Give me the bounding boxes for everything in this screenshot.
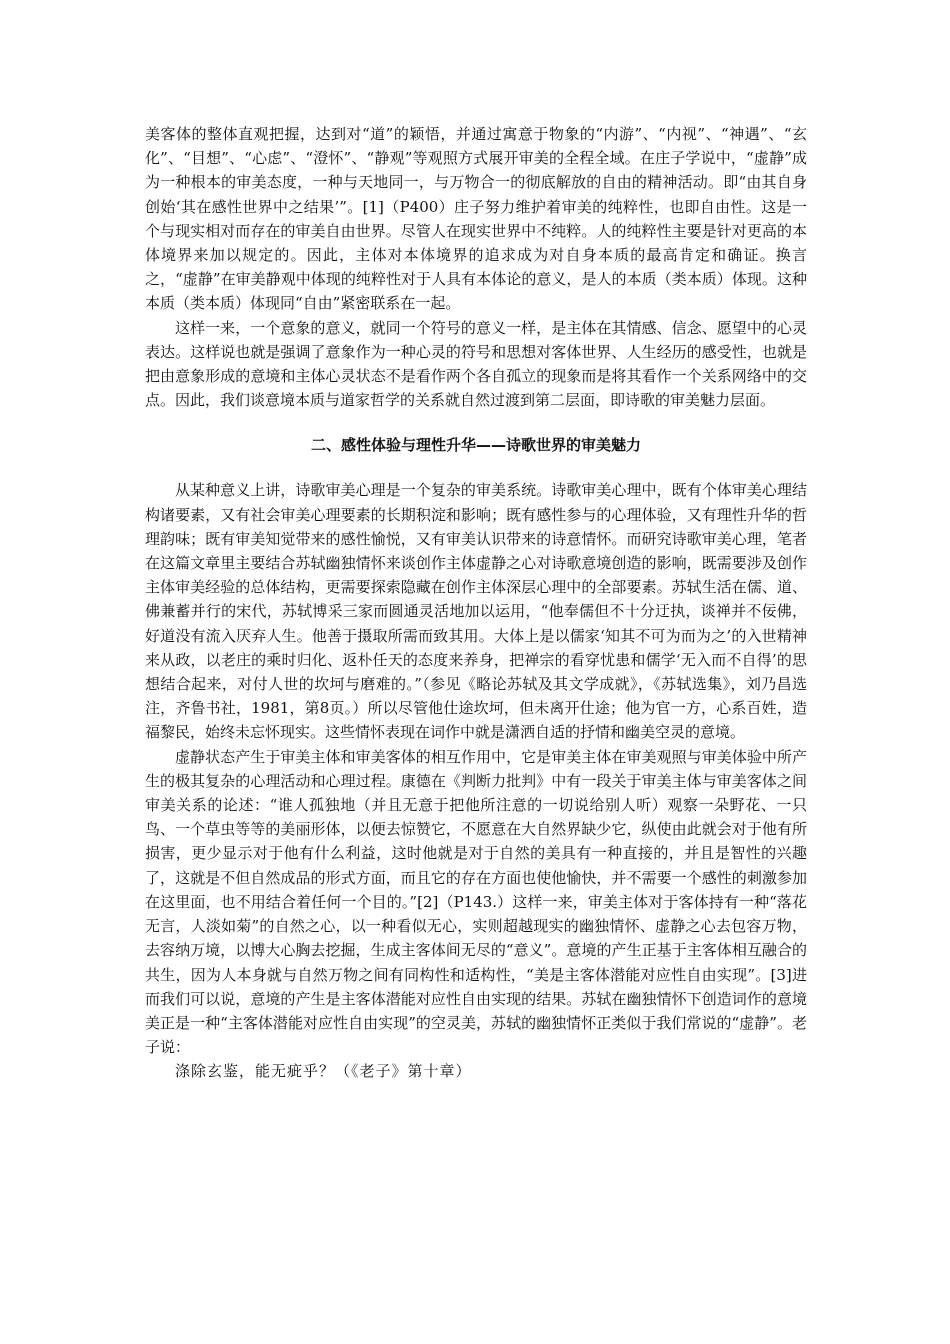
paragraph: 这样一来，一个意象的意义，就同一个符号的意义一样，是主体在其情感、信念、愿望中的心灵表达。这样说也就是强调了意象作为一种心灵的符号和思想对客体世界、人生经历的感受性，也就是把由意象形成的意境和主体心灵状态不是看作两个各自孤立的现象而是将其看作一个关系网络中的交点。因此，我们谈意境本质与道家哲学的关系就自然过渡到第二层面，即诗歌的审美魅力层面。: [145, 318, 807, 410]
paragraph: 美客体的整体直观把握，达到对“道”的颖悟，并通过寓意于物象的“内游”、“内视”、“神遇”、“玄化”、“目想”、“心虑”、“澄怀”、“静观”等观照方式展开审美的全程全域。在庄子学说中，“虚静”成为一种根本的审美态度，一种与天地同一，与万物合一的彻底解放的自由的精神活动。即“由其自身创始‘其在感性世界中之结果’”。[1]（P400）庄子努力维护着审美的纯粹性，也即自由性。这是一个与现实相对而存在的审美自由世界。尽管人在现实世界中不纯粹。人的纯粹性主要是针对更高的本体境界来加以规定的。因此，主体对本体境界的追求成为对自身本质的最高肯定和确证。换言之，“虚静”在审美静观中体现的纯粹性对于人具有本体论的意义，是人的本质（类本质）体现。这种本质（类本质）体现同“自由”紧密联系在一起。: [145, 125, 807, 313]
quotation: 涤除玄鉴，能无疵乎？（《老子》第十章）: [175, 1062, 472, 1081]
paragraph: 虚静状态产生于审美主体和审美客体的相互作用中，它是审美主体在审美观照与审美体验中所产生的极其复杂的心理活动和心理过程。康德在《判断力批判》中有一段关于审美主体与审美客体之间审美关系的论述：“谁人孤独地（并且无意于把他所注意的一切说给别人听）观察一朵野花、一只鸟、一个草虫等等的美丽形体，以便去惊赞它，不愿意在大自然界缺少它，纵使由此就会对于他有所损害，更少显示对于他有什么利益，这时他就是对于自然的美具有一种直接的，并且是智性的兴趣了，这就是不但自然成品的形式方面，而且它的存在方面也使他愉快，并不需要一个感性的刺激参加在这里面，也不用结合着任何一个目的。”[2]（P143.）这样一来，审美主体对于客体持有一种“落花无言，人淡如菊”的自然之心，以一种看似无心，实则超越现实的幽独情怀、虚静之心去包容万物，去容纳万境，以博大心胸去挖掘，生成主客体间无尽的“意义”。意境的产生正基于主客体相互融合的共生，因为人本身就与自然万物之间有同构性和适构性，“美是主客体潜能对应性自由实现”。[3]进而我们可以说，意境的产生是主客体潜能对应性自由实现的结果。苏轼在幽独情怀下创造词作的意境美正是一种“主客体潜能对应性自由实现”的空灵美，苏轼的幽独情怀正类似于我们常说的“虚静”。老子说：: [145, 747, 807, 1057]
paragraph: 从某种意义上讲，诗歌审美心理是一个复杂的审美系统。诗歌审美心理中，既有个体审美心理结构诸要素，又有社会审美心理要素的长期积淀和影响；既有感性参与的心理体验，又有理性升华的哲理韵味；既有审美知觉带来的感性愉悦，又有审美认识带来的诗意情怀。而研究诗歌审美心理，笔者在这篇文章里主要结合苏轼幽独情怀来谈创作主体虚静之心对诗歌意境创造的影响，既需要涉及创作主体审美经验的总体结构，更需要探索隐藏在创作主体深层心理中的全部要素。苏轼生活在儒、道、佛兼蓄并行的宋代，苏轼博采三家而圆通灵活地加以运用，“他奉儒但不十分迂执，谈禅并不佞佛，好道没有流入厌弃人生。他善于摄取所需而致其用。大体上是以儒家‘知其不可为而为之’的入世精神来从政，以老庄的乘时归化、返朴任天的态度来养身，把禅宗的看穿忧患和儒学‘无入而不自得’的思想结合起来，对付人世的坎坷与磨难的。”（参见《略论苏轼及其文学成就》，《苏轼选集》，刘乃昌选注，齐鲁书社，1981，第8页。）所以尽管他仕途坎坷，但未离开仕途；他为官一方，心系百姓，造福黎民，始终未忘怀现实。这些情怀表现在词作中就是潇洒自适的抒情和幽美空灵的意境。: [145, 481, 807, 742]
section-heading: 二、感性体验与理性升华——诗歌世界的审美魅力: [310, 436, 641, 455]
document-body: [145, 122, 807, 1084]
